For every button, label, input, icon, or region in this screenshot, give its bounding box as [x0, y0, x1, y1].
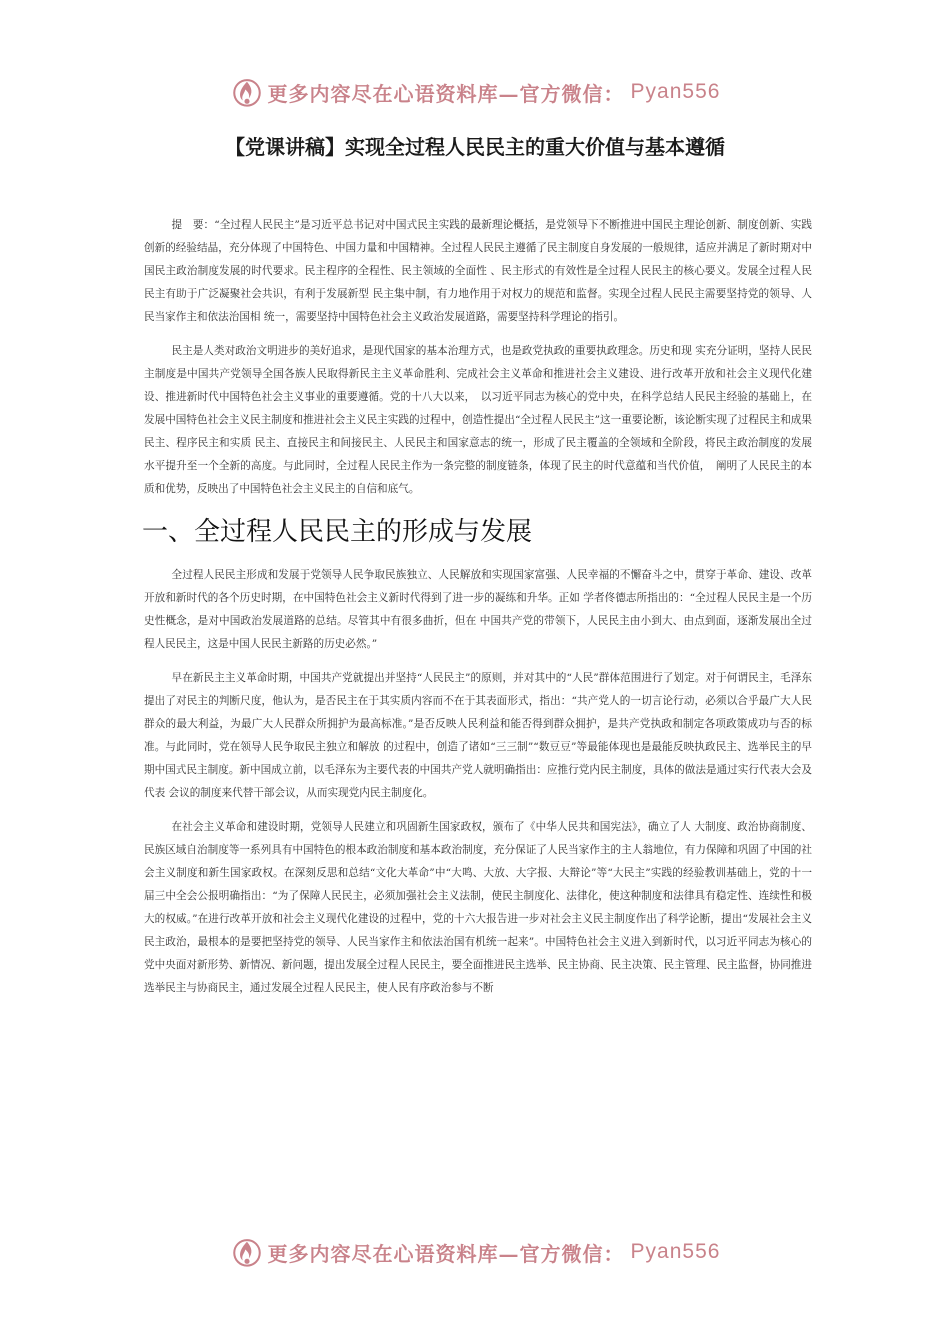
section-paragraph-2: 早在新民主主义革命时期，中国共产党就提出并坚持“人民民主”的原则，并对其中的“人民”群体范围进行了划定。对于何谓民主，毛泽东提出了对民主的判断尺度，他认为，是否民主在于其实质内容而不在于其表面形式，指出：“共产党人的一切言论行动，必须以合乎最广大人民群众的最大利益，为最广大人民群众所拥护为最高标准。”是否反映人民利益和能否得到群众拥护，是共产党执政和制定各项政策成功与否的标准。与此同时，党在领导人民争取民主独立和解放 的过程中，创造了诸如“三三制”“数豆豆”等最能体现也是最能反映执政民主、选举民主的早期中国式民主制度。新中国成立前，以毛泽东为主要代表的中国共产党人就明确指出：应推行党内民主制度，具体的做法是通过实行代表大会及代表 会议的制度来代替干部会议，从而实现党内民主制度化。	[144, 672, 812, 799]
header-watermark	[0, 72, 950, 112]
footer-watermark	[0, 1232, 950, 1272]
document-title: 【党课讲稿】实现全过程人民民主的重大价值与基本遵循	[225, 135, 725, 159]
document-body	[144, 214, 812, 1011]
section-heading: 一、全过程人民民主的形成与发展	[142, 517, 533, 547]
section-paragraph-3: 在社会主义革命和建设时期，党领导人民建立和巩固新生国家政权，颁布了《中华人民共和国宪法》，确立了人 大制度、政治协商制度、民族区域自治制度等一系列具有中国特色的根本政治制度和基本政治制度，充分保证了人民当家作主的主人翁地位，有力保障和巩固了中国的社会主义制度和新生国家政权。在深刻反思和总结“文化大革命”中“大鸣、大放、大字报、大辩论”等“大民主”实践的经验教训基础上，党的十一届三中全会公报明确指出：“为了保障人民民主，必须加强社会主义法制，使民主制度化、法律化，使这种制度和法律具有稳定性、连续性和极大的权威。”在进行改革开放和社会主义现代化建设的过程中，党的十六大报告进一步对社会主义民主制度作出了科学论断，提出“发展社会主义民主政治，最根本的是要把坚持党的领导、人民当家作主和依法治国有机统一起来”。中国特色社会主义进入到新时代，以习近平同志为核心的党中央面对新形势、新情况、新问题，提出发展全过程人民民主，要全面推进民主选举、民主协商、民主决策、民主管理、民主监督，协同推进选举民主与协商民主，通过发展全过程人民民主，使人民有序政治参与不断	[144, 821, 812, 994]
watermark-text: 更多内容尽在心语资料库—官方微信：	[267, 1241, 625, 1266]
flame-logo-icon	[230, 1235, 264, 1269]
wechat-id: Pyan556	[630, 80, 721, 103]
abstract-paragraph: 提 要：“全过程人民民主”是习近平总书记对中国式民主实践的最新理论概括，是党领导下不断推进中国民主理论创新、制度创新、实践创新的经验结晶，充分体现了中国特色、中国力量和中国精神。全过程人民民主遵循了民主制度自身发展的一般规律，适应并满足了新时期对中国民主政治制度发展的时代要求。民主程序的全程性、民主领域的全面性 、民主形式的有效性是全过程人民民主的核心要义。发展全过程人民民主有助于广泛凝聚社会共识，有利于发展新型 民主集中制，有力地作用于对权力的规范和监督。实现全过程人民民主需要坚持党的领导、人民当家作主和依法治国相 统一，需要坚持中国特色社会主义政治发展道路，需要坚持科学理论的指引。	[144, 219, 812, 323]
wechat-id: Pyan556	[630, 1240, 721, 1263]
section-paragraph-1: 全过程人民民主形成和发展于党领导人民争取民族独立、人民解放和实现国家富强、人民幸福的不懈奋斗之中，贯穿于革命、建设、改革开放和新时代的各个历史时期，在中国特色社会主义新时代得到了进一步的凝练和升华。正如 学者佟德志所指出的：“全过程人民民主是一个历史性概念，是对中国政治发展道路的总结。尽管其中有很多曲折，但在 中国共产党的带领下，人民民主由小到大、由点到面，逐渐发展出全过程人民民主，这是中国人民民主新路的历史必然。”	[144, 569, 812, 650]
watermark-text: 更多内容尽在心语资料库—官方微信：	[267, 81, 625, 106]
intro-paragraph: 民主是人类对政治文明进步的美好追求，是现代国家的基本治理方式，也是政党执政的重要执政理念。历史和现 实充分证明，坚持人民民主制度是中国共产党领导全国各族人民取得新民主主义革命胜利、完成社会主义革命和推进社会主义建设、进行改革开放和社会主义现代化建设、推进新时代中国特色社会主义事业的重要遵循。党的十八大以来， 以习近平同志为核心的党中央，在科学总结人民民主经验的基础上，在发展中国特色社会主义民主制度和推进社会主义民主实践的过程中，创造性提出“全过程人民民主”这一重要论断，该论断实现了过程民主和成果民主、程序民主和实质 民主、直接民主和间接民主、人民民主和国家意志的统一，形成了民主覆盖的全领域和全阶段，将民主政治制度的发展水平提升至一个全新的高度。与此同时，全过程人民民主作为一条完整的制度链条，体现了民主的时代意蕴和当代价值， 阐明了人民民主的本质和优势，反映出了中国特色社会主义民主的自信和底气。	[144, 345, 812, 495]
flame-logo-icon	[230, 75, 264, 109]
